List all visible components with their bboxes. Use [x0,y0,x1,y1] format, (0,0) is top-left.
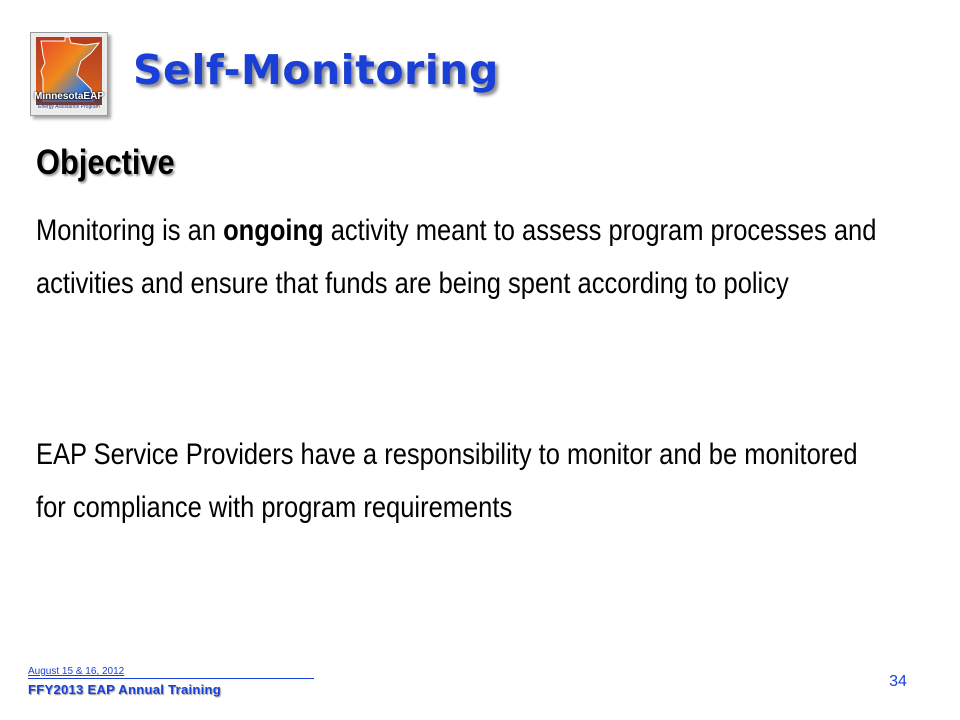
minnesota-eap-logo [30,32,108,116]
minnesota-map-icon [31,33,107,115]
logo-text: MinnesotaEAP [33,91,104,102]
footer-date: August 15 & 16, 2012 [28,666,314,679]
footer-training-title: FFY2013 EAP Annual Training [28,682,222,697]
paragraph-monitoring [36,204,878,310]
paragraph-1-end: activity meant to assess program processes and activities and ensure that funds are being spent according to policy [36,214,877,300]
page-number: 34 [889,673,907,690]
objective-heading: Objective [36,143,175,182]
emphasis-ongoing: ongoing [223,214,324,247]
slide-title: Self-Monitoring [133,46,499,94]
logo-subtext: Energy Assistance Program [38,104,100,110]
paragraph-service-providers: EAP Service Providers have a responsibility to monitor and be monitored for compliance with program requirements [36,438,858,524]
paragraph-1-start: Monitoring is an [36,214,224,247]
